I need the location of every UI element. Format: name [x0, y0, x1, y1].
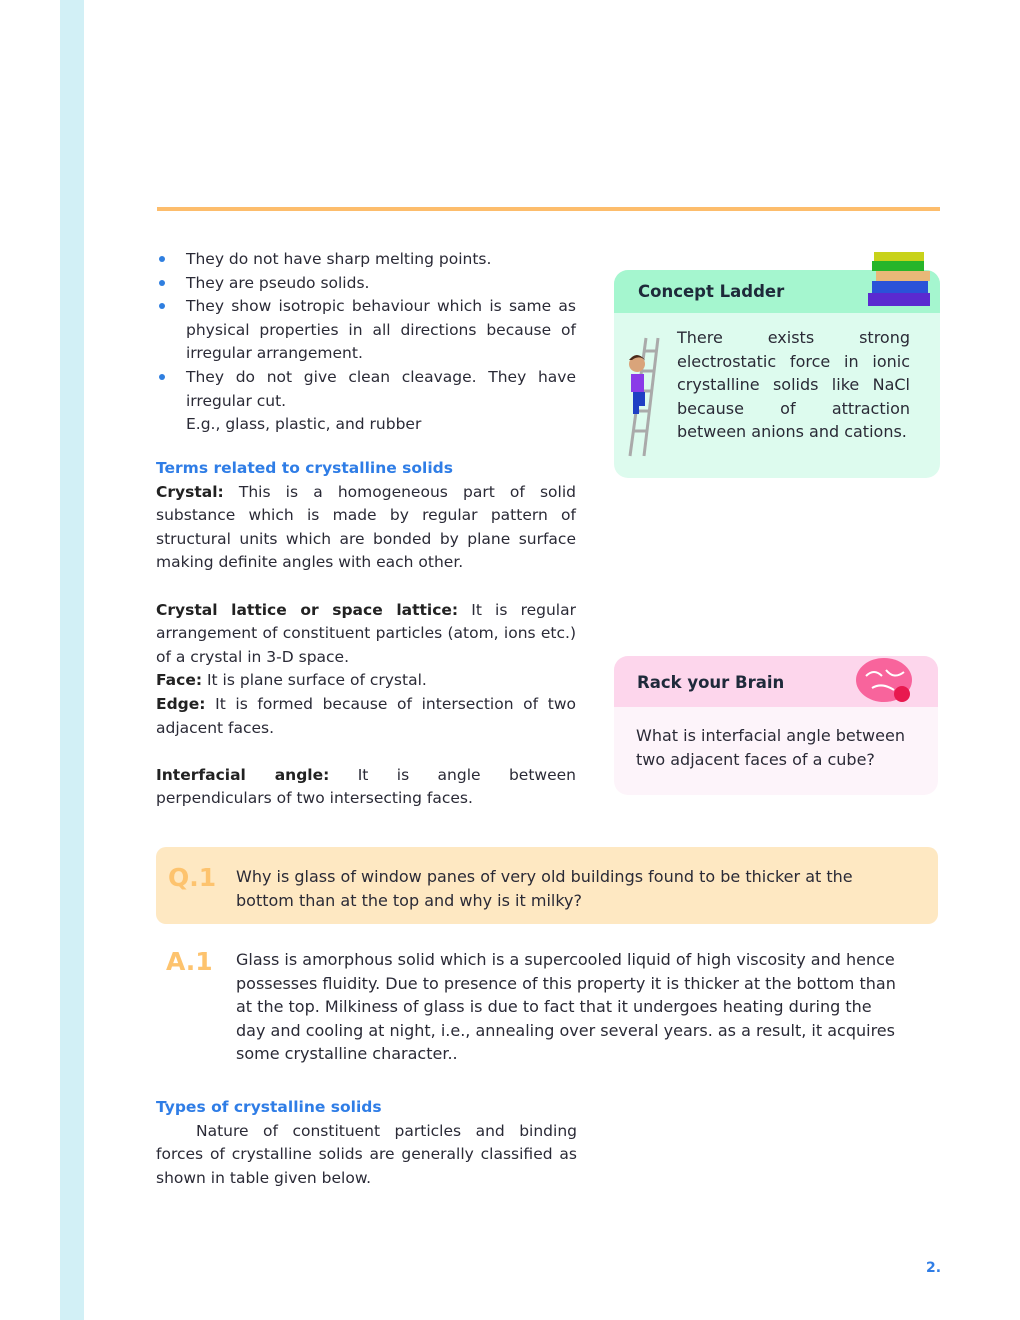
term-text: It is formed because of intersection of two adjacent faces. — [156, 694, 576, 737]
term-interfacial-angle — [156, 764, 576, 811]
term-text: It is plane surface of crystal. — [202, 671, 427, 690]
term-label: Crystal: — [156, 482, 224, 501]
page-number: 2. — [926, 1260, 942, 1276]
books-icon — [866, 250, 936, 312]
concept-ladder-text: There exists strong electrostatic force in ionic crystalline solids like NaCl because of attraction between anions and cations. — [677, 328, 910, 442]
term-label: Crystal lattice or space lattice: — [156, 600, 459, 619]
list-item: They show isotropic behaviour which is same as physical properties in all directions because of irregular arrangement. — [156, 295, 576, 366]
rack-your-brain-title: Rack your Brain — [614, 656, 938, 707]
term-crystal — [156, 481, 576, 575]
rack-your-brain-text: What is interfacial angle between two adjacent faces of a cube? — [636, 726, 905, 769]
properties-list — [156, 248, 576, 437]
term-label: Interfacial angle: — [156, 765, 330, 784]
term-label: Edge: — [156, 694, 206, 713]
section-heading: Terms related to crystalline solids — [156, 459, 453, 477]
answer-label: A.1 — [166, 947, 213, 976]
list-item: They are pseudo solids. — [156, 272, 576, 296]
rack-your-brain-box — [614, 656, 938, 795]
term-edge — [156, 693, 576, 740]
example-text: E.g., glass, plastic, and rubber — [186, 415, 422, 434]
section-heading: Types of crystalline solids — [156, 1098, 382, 1116]
term-lattice — [156, 599, 576, 670]
ladder-girl-icon — [624, 336, 664, 460]
terms-section — [156, 457, 576, 811]
header-rule — [157, 207, 940, 211]
brain-icon — [854, 656, 918, 710]
list-item: They do not give clean cleavage. They have irregular cut. — [156, 366, 576, 413]
answer-text: Glass is amorphous solid which is a supercooled liquid of high viscosity and hence possesses fluidity. Due to presence of this property it is thicker at the bottom than at the top. Milkiness of glass is due to fact that it undergoes heating during the day and cooling at night, i.e., annealing over several years. as a result, it acquires some crystalline character.. — [236, 950, 896, 1064]
side-stripe — [60, 0, 84, 1320]
types-section — [156, 1096, 577, 1190]
concept-ladder-title: Concept Ladder — [614, 270, 940, 313]
term-label: Face: — [156, 671, 203, 690]
question-label: Q.1 — [168, 863, 217, 892]
term-text: This is a homogeneous part of solid substance which is made by regular pattern of structural units which are bonded by plane surface making definite angles with each other. — [156, 482, 576, 572]
types-text: Nature of constituent particles and binding forces of crystalline solids are generally classified as shown in table given below. — [156, 1121, 577, 1187]
list-item: They do not have sharp melting points. — [156, 248, 576, 272]
question-text: Why is glass of window panes of very old buildings found to be thicker at the bottom than at the top and why is it milky? — [236, 867, 853, 910]
term-text: It is angle between perpendiculars of two intersecting faces. — [156, 765, 576, 808]
term-text: It is regular arrangement of constituent particles (atom, ions etc.) of a crystal in 3-D space. — [156, 600, 576, 666]
term-face — [156, 669, 576, 693]
